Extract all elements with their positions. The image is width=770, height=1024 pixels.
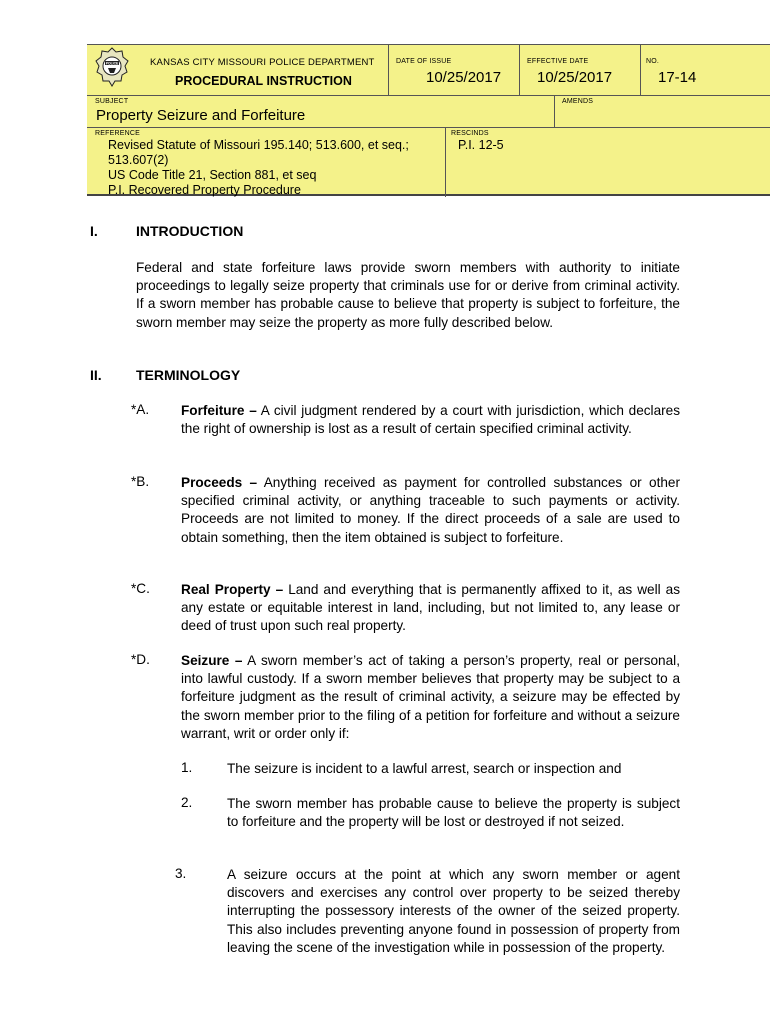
definition-text: Land and everything that is permanently affixed to it, as well as any estate or equitable interest in land, including, but not limited to, any lease or deed of trust upon such real property. — [181, 582, 680, 634]
document-header — [87, 44, 770, 196]
number-label: NO. — [646, 58, 660, 65]
reference-label: REFERENCE — [95, 130, 140, 137]
section-number: I. — [90, 223, 98, 239]
subject-label: SUBJECT — [95, 98, 129, 105]
effective-date: 10/25/2017 — [537, 69, 613, 86]
rescinds-label: RESCINDS — [451, 130, 489, 137]
section-number: II. — [90, 367, 102, 383]
reference-line: Revised Statute of Missouri 195.140; 513.600, et seq.; — [108, 138, 409, 152]
item-letter: *B. — [131, 474, 150, 489]
subitem-number: 2. — [181, 795, 193, 810]
reference-line: US Code Title 21, Section 881, et seq — [108, 168, 317, 182]
definition-paragraph — [181, 402, 680, 438]
document-number: 17-14 — [658, 69, 697, 86]
subitem-text: The seizure is incident to a lawful arrest, search or inspection and — [227, 761, 622, 776]
amends-label: AMENDS — [562, 98, 594, 105]
item-letter: *C. — [131, 581, 150, 596]
definition-text: Anything received as payment for controlled substances or other specified criminal activity, or anything traceable to such payments or activity. Proceeds are not limited to money. If the direct proceeds of a sale are used to obtain something, then the item obtained is subject to forfeiture. — [181, 475, 680, 545]
definition-text: A sworn member’s act of taking a person’s property, real or personal, into lawful custody. If a sworn member believes that property may be subject to a forfeiture judgment as the result of criminal activity, a seizure may be effected by the sworn member prior to the filing of a petition for forfeiture and without a seizure warrant, writ or order only if: — [181, 653, 680, 741]
police-badge-icon — [95, 47, 129, 91]
section-intro-paragraph: Federal and state forfeiture laws provide sworn members with authority to initiate proceedings to legally seize property that criminals use for or derive from criminal activity. If a sworn member has probable cause to believe that property is subject to forfeiture, the sworn member may seize the property as more fully described below. — [136, 260, 680, 330]
definition-paragraph — [181, 474, 680, 547]
subitem-number: 1. — [181, 760, 193, 775]
effective-date-label: EFFECTIVE DATE — [527, 58, 589, 65]
item-letter: *A. — [131, 402, 150, 417]
section-title: INTRODUCTION — [136, 223, 244, 239]
definition-term: Seizure – — [181, 653, 243, 668]
subitem-text: A seizure occurs at the point at which any sworn member or agent discovers and exercises any control over property to be seized thereby interrupting the possessory interests of the owner of the seized property. This also includes preventing anyone found in possession of property from leaving the scene of the investigation while in possession of the property. — [227, 867, 680, 955]
reference-line: 513.607(2) — [108, 153, 169, 167]
definition-text: A civil judgment rendered by a court with jurisdiction, which declares the right of ownership is lost as a result of certain specified criminal activity. — [181, 403, 681, 437]
section-title: TERMINOLOGY — [136, 367, 241, 383]
rescinds: P.I. 12-5 — [458, 138, 504, 152]
svg-text:POLICE: POLICE — [105, 61, 119, 66]
definition-term: Real Property – — [181, 582, 284, 597]
definition-paragraph — [181, 652, 680, 743]
definition-paragraph — [181, 581, 680, 636]
date-of-issue-label: DATE OF ISSUE — [396, 58, 452, 65]
item-letter: *D. — [131, 652, 150, 667]
date-of-issue: 10/25/2017 — [426, 69, 502, 86]
definition-term: Proceeds – — [181, 475, 258, 490]
subitem-text: The sworn member has probable cause to believe the property is subject to forfeiture and the property will be lost or destroyed if not seized. — [227, 796, 680, 830]
department-name: KANSAS CITY MISSOURI POLICE DEPARTMENT — [150, 57, 375, 68]
subitem-number: 3. — [175, 866, 187, 881]
definition-term: Forfeiture – — [181, 403, 257, 418]
document-type: PROCEDURAL INSTRUCTION — [175, 74, 352, 88]
reference-line: P.I. Recovered Property Procedure — [108, 183, 301, 197]
subject: Property Seizure and Forfeiture — [96, 107, 306, 124]
